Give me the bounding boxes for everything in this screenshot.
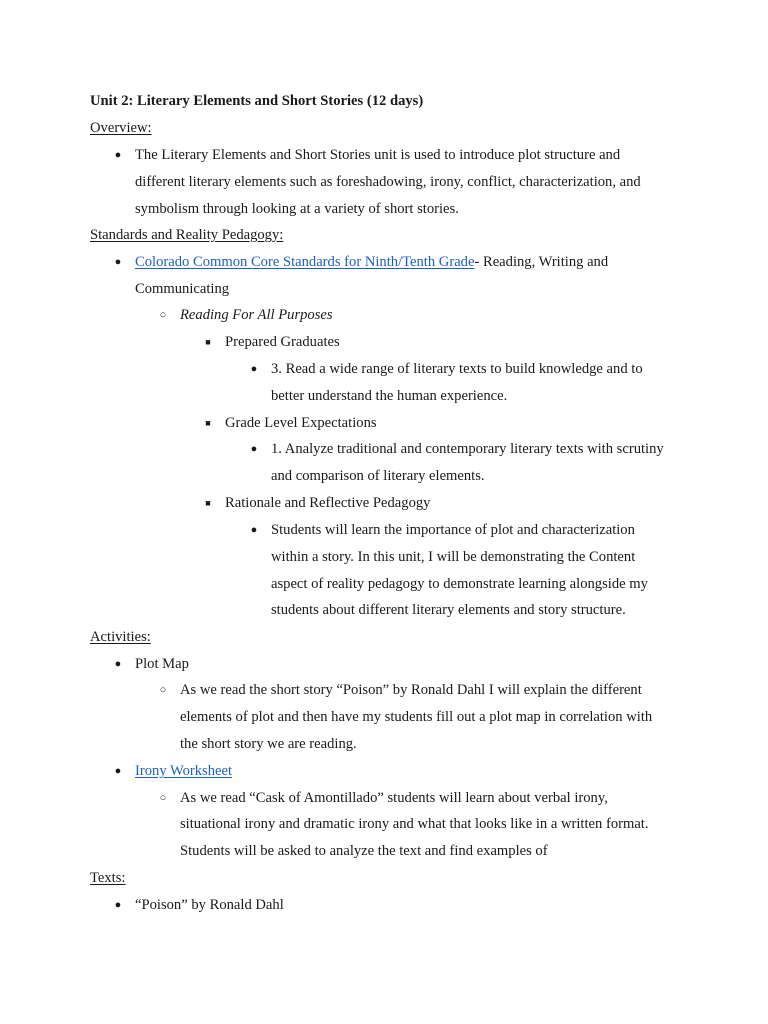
rationale-label: Rationale and Reflective Pedagogy [225, 495, 431, 511]
irony-bullet: ● [114, 765, 122, 777]
standards-line [135, 249, 608, 276]
grade-level-label: Grade Level Expectations [225, 415, 377, 431]
plot-map-sub-bullet: ○ [159, 684, 167, 696]
prepared-graduates-label: Prepared Graduates [225, 334, 340, 350]
overview-text-line: different literary elements such as foreshadowing, irony, conflict, characterization, and [135, 174, 641, 190]
overview-heading: Overview: [90, 120, 152, 136]
reading-bullet: ○ [159, 309, 167, 321]
irony-text: situational irony and dramatic irony and what that looks like in a written format. [180, 816, 649, 832]
irony-text: As we read “Cask of Amontillado” students will learn about verbal irony, [180, 790, 608, 806]
prepared-graduates-bullet: ■ [205, 337, 211, 347]
plot-map-text: elements of plot and then have my students fill out a plot map in correlation with [180, 709, 653, 725]
texts-bullet: ● [114, 899, 122, 911]
overview-text-line: symbolism through looking at a variety of short stories. [135, 201, 459, 217]
unit-title: Unit 2: Literary Elements and Short Stories (12 days) [90, 93, 424, 109]
standards-link[interactable]: Colorado Common Core Standards for Ninth/Tenth Grade [135, 254, 475, 270]
grade-level-item-bullet: ● [250, 443, 258, 455]
standards-bullet: ● [114, 256, 122, 268]
rationale-text: aspect of reality pedagogy to demonstrate learning alongside my [271, 576, 648, 592]
rationale-item-bullet: ● [250, 524, 258, 536]
irony-worksheet-link[interactable]: Irony Worksheet [135, 763, 233, 779]
standards-line-2: Communicating [135, 281, 230, 297]
prepared-graduates-text: 3. Read a wide range of literary texts to build knowledge and to [271, 361, 643, 377]
reading-for-all-purposes: Reading For All Purposes [180, 307, 333, 323]
plot-map-text: As we read the short story “Poison” by Ronald Dahl I will explain the different [180, 682, 642, 698]
irony-line [135, 758, 232, 785]
plot-map-bullet: ● [114, 658, 122, 670]
standards-link-suffix: - Reading, Writing and [474, 254, 609, 270]
rationale-text: Students will learn the importance of plot and characterization [271, 522, 635, 538]
rationale-text: students about different literary elements and story structure. [271, 602, 626, 618]
plot-map-label: Plot Map [135, 656, 189, 672]
prepared-graduates-text: better understand the human experience. [271, 388, 508, 404]
overview-text-line: The Literary Elements and Short Stories unit is used to introduce plot structure and [135, 147, 621, 163]
irony-sub-bullet: ○ [159, 792, 167, 804]
rationale-text: within a story. In this unit, I will be demonstrating the Content [271, 549, 636, 565]
grade-level-bullet: ■ [205, 418, 211, 428]
standards-heading: Standards and Reality Pedagogy: [90, 227, 284, 243]
rationale-bullet: ■ [205, 498, 211, 508]
texts-heading: Texts: [90, 870, 126, 886]
irony-text: Students will be asked to analyze the text and find examples of [180, 843, 548, 859]
overview-bullet: ● [114, 149, 122, 161]
activities-heading: Activities: [90, 629, 151, 645]
grade-level-text: and comparison of literary elements. [271, 468, 485, 484]
texts-item: “Poison” by Ronald Dahl [135, 897, 284, 913]
prepared-graduates-item-bullet: ● [250, 363, 258, 375]
plot-map-text: the short story we are reading. [180, 736, 357, 752]
grade-level-text: 1. Analyze traditional and contemporary literary texts with scrutiny [271, 441, 664, 457]
